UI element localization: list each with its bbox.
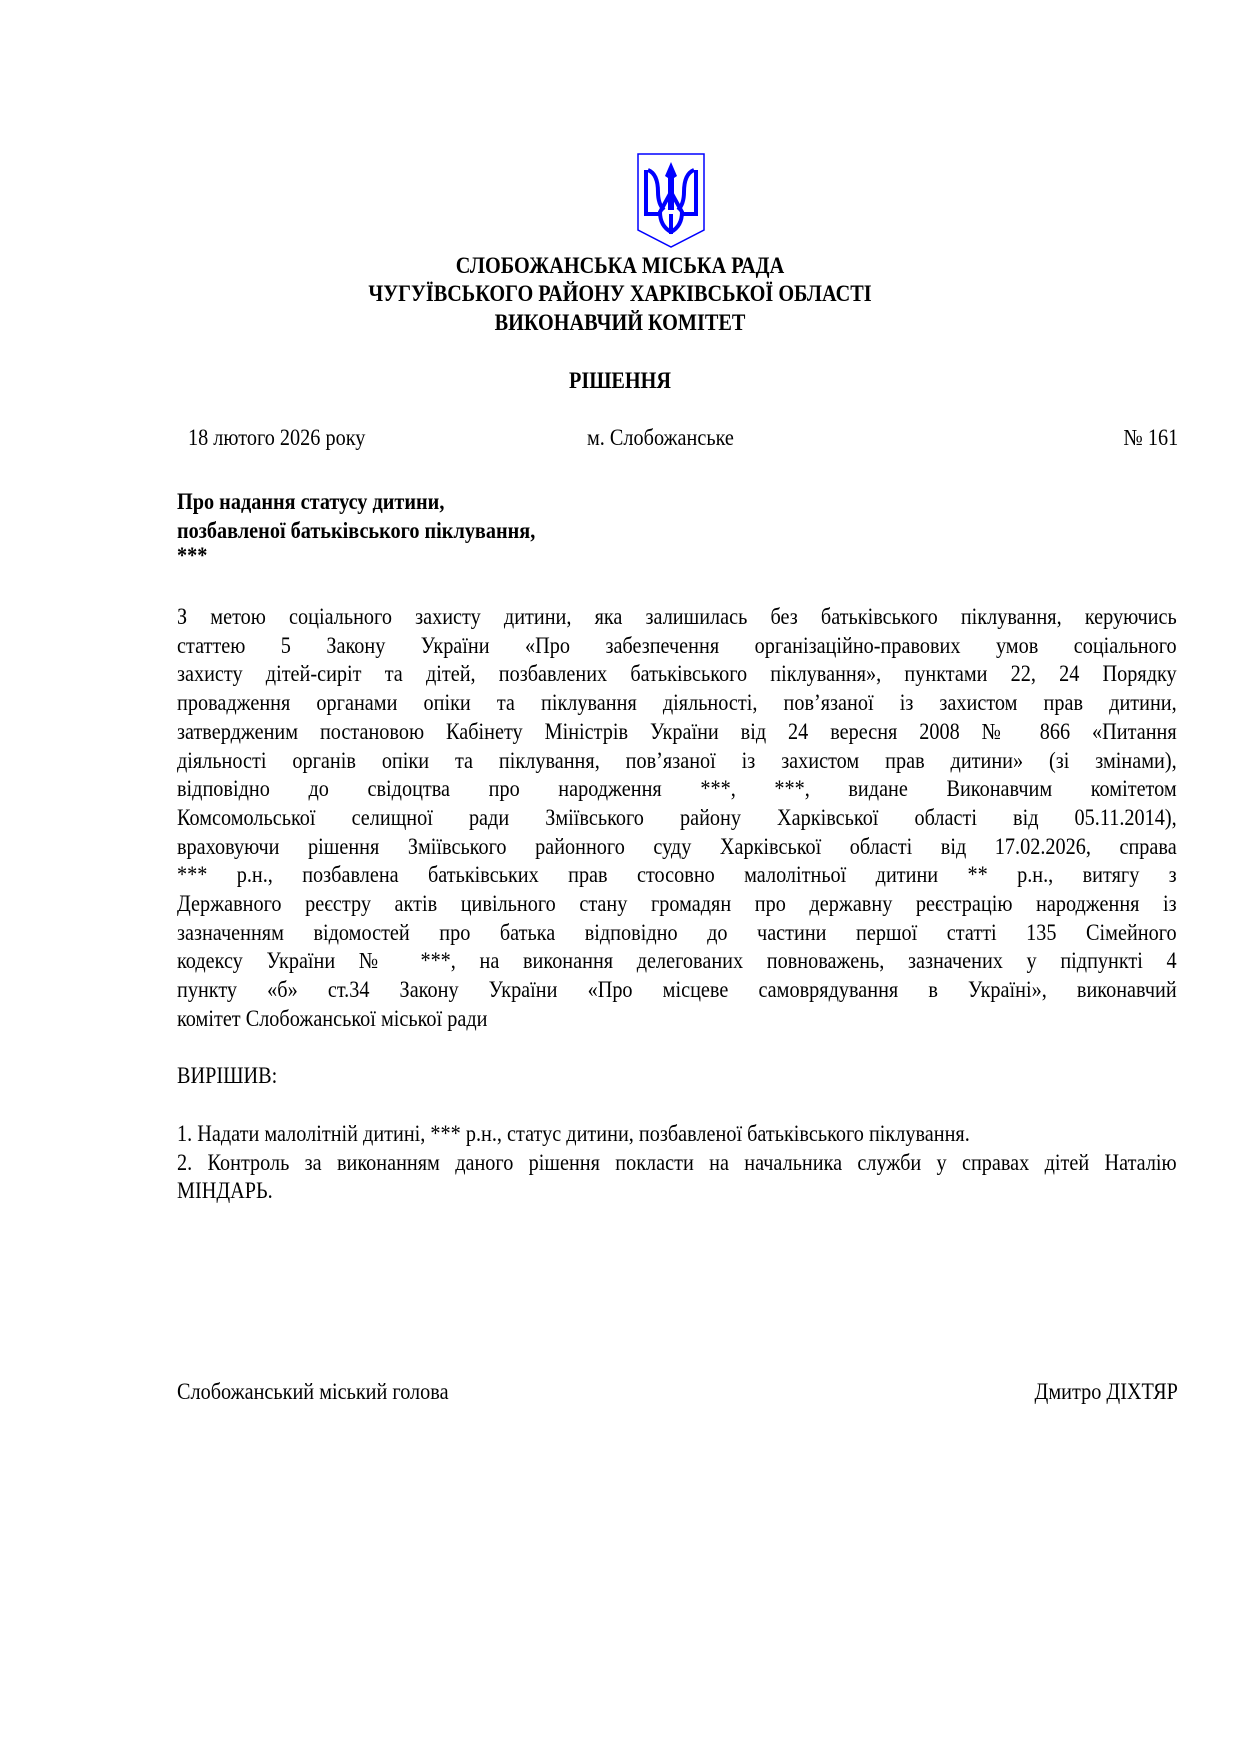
signature-position: Слобожанський міський голова [177, 1379, 449, 1404]
document-number: № 161 [1123, 425, 1178, 450]
document-place: м. Слобожанське [587, 425, 734, 450]
decision-item-2-continued: МІНДАРЬ. [177, 1178, 273, 1203]
decided-heading: ВИРІШИВ: [177, 1063, 278, 1088]
subject-line: Про надання статусу дитини, [177, 489, 445, 514]
decision-item-2: 2. Контроль за виконанням даного рішення покласти на начальника служби у справах дітей Наталію [177, 1150, 1177, 1175]
document-date: 18 лютого 2026 року [188, 425, 366, 450]
body-line: кодексу України № ***, на виконання делегованих повноважень, зазначених у підпункті 4 [177, 948, 1177, 974]
body-line: відповідно до свідоцтва про народження ***, ***, видане Виконавчим комітетом [177, 776, 1177, 802]
body-line: комітет Слобожанської міської ради [177, 1005, 488, 1031]
body-line: З метою соціального захисту дитини, яка залишилась без батьківського піклування, керуючись [177, 604, 1177, 629]
district-name: ЧУГУЇВСЬКОГО РАЙОНУ ХАРКІВСЬКОЇ ОБЛАСТІ [368, 281, 872, 306]
council-name: СЛОБОЖАНСЬКА МІСЬКА РАДА [455, 253, 785, 278]
decision-item-1: 1. Надати малолітній дитині, *** р.н., статус дитини, позбавленої батьківського піклування. [177, 1121, 970, 1146]
body-line: діяльності органів опіки та піклування, пов’язаної із захистом прав дитини» (зі змінами), [177, 747, 1177, 773]
body-line: захисту дітей-сиріт та дітей, позбавлених батьківського піклування», пунктами 22, 24 Порядку [177, 661, 1177, 687]
signature-name: Дмитро ДІХТЯР [1034, 1379, 1178, 1404]
coat-of-arms-icon [636, 152, 706, 249]
body-line: статтею 5 Закону України «Про забезпечення організаційно-правових умов соціального [177, 632, 1177, 658]
subject-line: позбавленої батьківського піклування, [177, 518, 536, 543]
document-type: РІШЕННЯ [568, 368, 672, 393]
body-line: Державного реєстру актів цивільного стану громадян про державну реєстрацію народження із [177, 891, 1177, 916]
body-line: Комсомольської селищної ради Зміївського району Харківської області від 05.11.2014), [177, 804, 1177, 830]
committee-name: ВИКОНАВЧИЙ КОМІТЕТ [494, 310, 746, 335]
body-line: пункту «б» ст.34 Закону України «Про місцеве самоврядування в Україні», виконавчий [177, 977, 1177, 1003]
body-line: затвердженим постановою Кабінету Міністрів України від 24 вересня 2008 № 866 «Питання [177, 718, 1177, 744]
body-line: провадження органами опіки та піклування діяльності, пов’язаної із захистом прав дитини, [177, 690, 1177, 716]
body-line: *** р.н., позбавлена батьківських прав стосовно малолітньої дитини ** р.н., витягу з [177, 862, 1177, 888]
body-line: зазначенням відомостей про батька відповідно до частини першої статті 135 Сімейного [177, 919, 1177, 945]
body-line: враховуючи рішення Зміївського районного суду Харківської області від 17.02.2026, справа [177, 833, 1177, 859]
subject-line: *** [177, 543, 208, 568]
